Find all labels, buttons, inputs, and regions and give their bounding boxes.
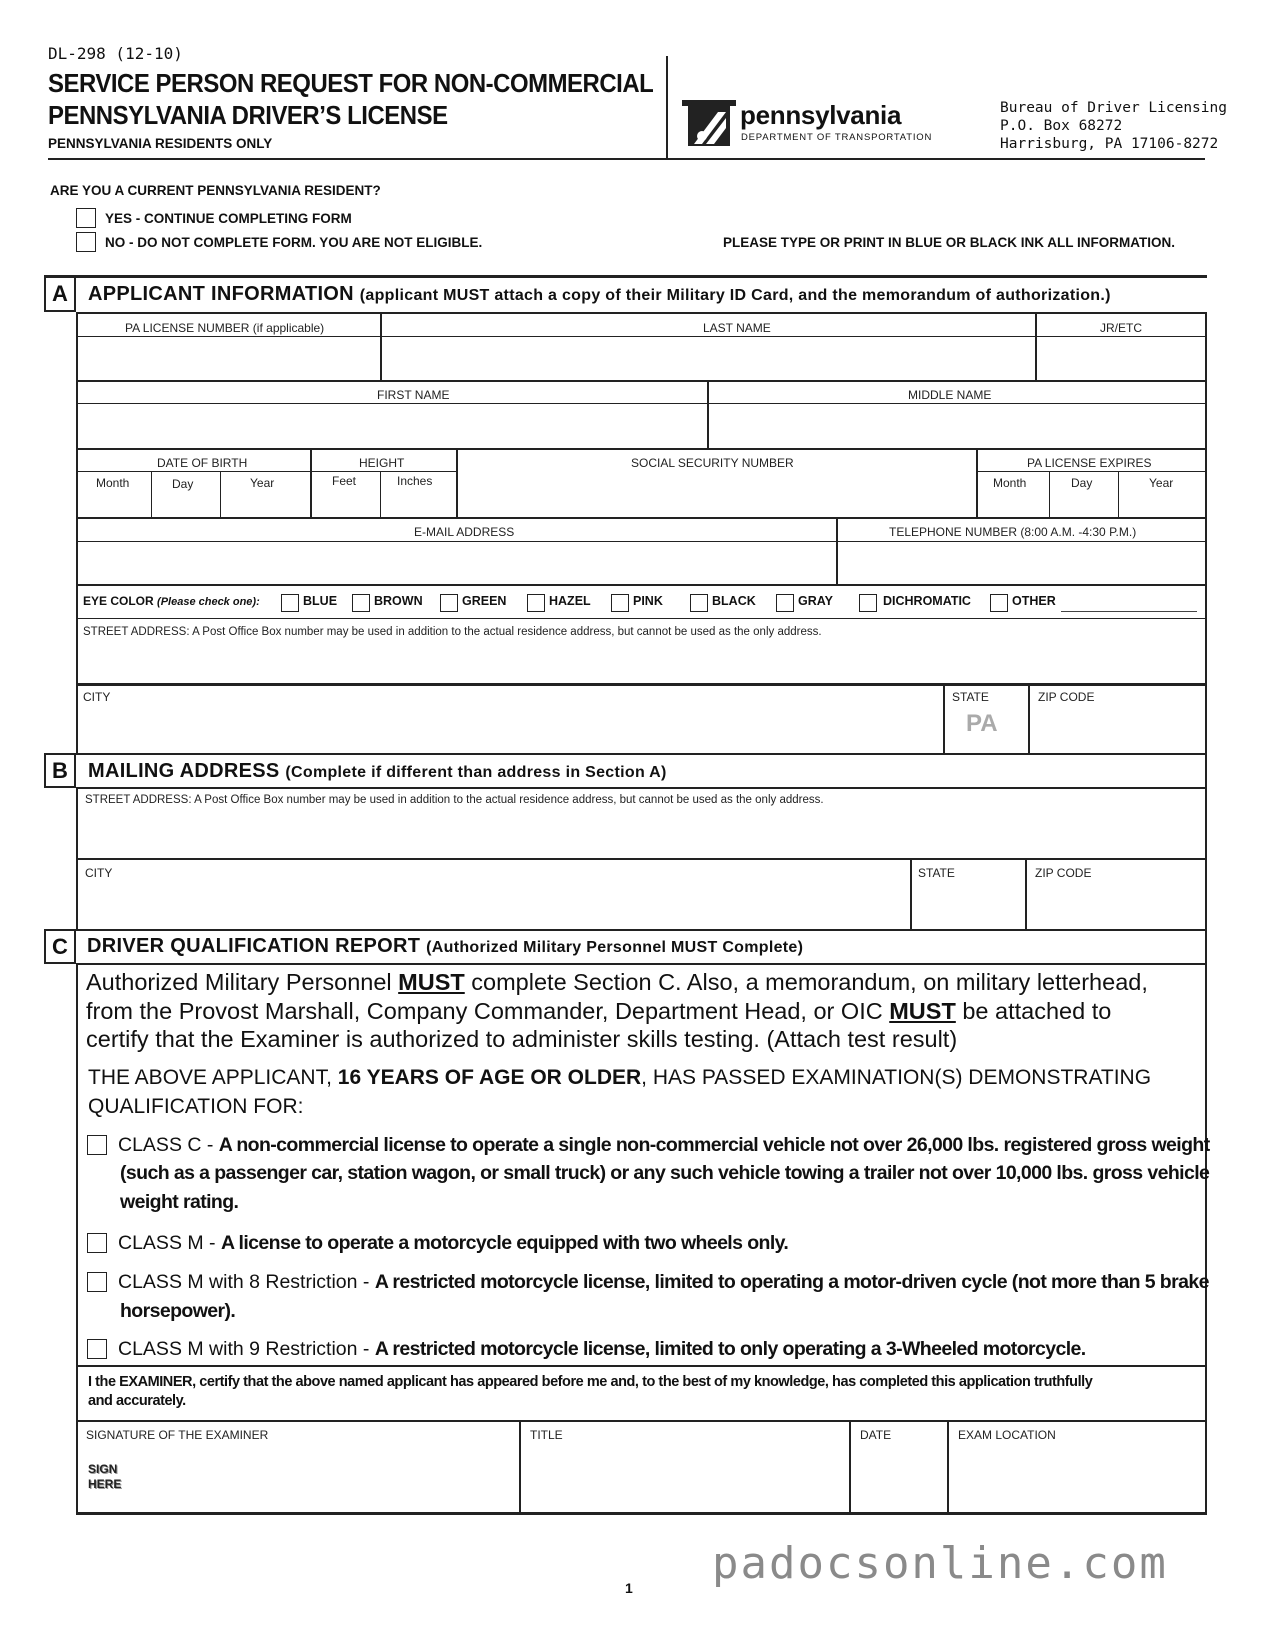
penndot-logo: [680, 98, 738, 150]
form-title-line2: PENNSYLVANIA DRIVER’S LICENSE: [48, 100, 448, 130]
date-label: DATE: [860, 1428, 892, 1442]
height-feet-label: Feet: [332, 474, 357, 488]
class-c-desc: A non-commercial license to operate a single non-commercial vehicle not over 26,000 lbs. registered gross weight: [218, 1134, 1210, 1156]
page-number: 1: [625, 1580, 633, 1596]
examiner-certification-line2: and accurately.: [88, 1393, 186, 1409]
section-a-title-text: APPLICANT INFORMATION: [88, 283, 354, 305]
section-b-title: [88, 760, 667, 783]
mailing-city-input[interactable]: [78, 882, 908, 927]
ssn-label: SOCIAL SECURITY NUMBER: [631, 456, 794, 470]
grid-rule: [76, 963, 78, 1513]
sign-here-marker: [88, 1462, 121, 1492]
statement-bold: 16 YEARS OF AGE OR OLDER: [337, 1066, 642, 1089]
examiner-certification-line1: I the EXAMINER, certify that the above named applicant has appeared before me and, to the best of my knowledge, has completed this application truthfully: [88, 1374, 1093, 1390]
eye-hazel-checkbox[interactable]: [527, 594, 545, 612]
dob-year-label: Year: [250, 476, 275, 490]
expires-year-label: Year: [1149, 476, 1174, 490]
class-m8-checkbox[interactable]: [87, 1272, 107, 1292]
city-label: CITY: [83, 690, 111, 704]
first-name-label: FIRST NAME: [377, 388, 450, 402]
expires-month-label: Month: [993, 476, 1027, 490]
telephone-label: TELEPHONE NUMBER (8:00 A.M. -4:30 P.M.): [889, 525, 1137, 539]
form-subtitle: PENNSYLVANIA RESIDENTS ONLY: [48, 136, 273, 151]
grid-rule: [220, 471, 221, 517]
eye-other-input[interactable]: [1061, 595, 1197, 612]
intro-text: complete Section C. Also, a memorandum, on military letterhead,: [464, 969, 1148, 995]
city-input[interactable]: [78, 706, 941, 751]
section-c-intro-line3: certify that the Examiner is authorized to administer skills testing. (Attach test result): [86, 1026, 958, 1052]
eye-color-note: (Please check one):: [157, 596, 260, 608]
height-label: HEIGHT: [359, 456, 405, 470]
logo-department: DEPARTMENT OF TRANSPORTATION: [741, 132, 933, 143]
height-feet-input[interactable]: [312, 490, 379, 516]
mailing-state-input[interactable]: [912, 882, 1023, 927]
license-expires-label: PA LICENSE EXPIRES: [1027, 456, 1152, 470]
intro-text: from the Provost Marshall, Company Commander, Department Head, or OIC: [86, 998, 890, 1024]
residency-yes-checkbox[interactable]: [76, 208, 96, 228]
dob-month-label: Month: [96, 476, 130, 490]
grid-rule: [151, 471, 152, 517]
zip-label: ZIP CODE: [1038, 690, 1095, 704]
form-number: DL-298 (12-10): [48, 44, 183, 63]
class-m8-line1: [118, 1271, 1209, 1294]
pa-license-number-input[interactable]: [78, 338, 378, 378]
eye-blue-checkbox[interactable]: [281, 594, 299, 612]
mailing-street-address-label: STREET ADDRESS: A Post Office Box number may be used in addition to the actual residence address, but cannot be used as the only address.: [85, 794, 824, 806]
section-a-right-border: [1205, 312, 1207, 753]
middle-name-label: MIDDLE NAME: [908, 388, 992, 402]
grid-rule: [76, 584, 1207, 586]
first-name-input[interactable]: [78, 405, 705, 447]
ssn-input[interactable]: [458, 473, 975, 516]
zip-input[interactable]: [1030, 706, 1203, 751]
section-a-left-border: [76, 312, 78, 753]
class-m8-name: CLASS M with 8 Restriction -: [118, 1271, 375, 1293]
section-a-top-rule: [44, 275, 1207, 278]
eye-color-label-text: EYE COLOR: [83, 594, 154, 608]
eye-blue-label: BLUE: [303, 594, 338, 608]
grid-rule: [1205, 753, 1207, 929]
grid-rule: [76, 1365, 1207, 1367]
statement-text: THE ABOVE APPLICANT,: [88, 1066, 338, 1089]
bureau-address-line3: Harrisburg, PA 17106-8272: [1000, 136, 1219, 152]
section-c-letter: C: [44, 929, 76, 964]
class-m-name: CLASS M -: [118, 1232, 221, 1254]
grid-rule: [76, 787, 1207, 789]
residency-yes-label: YES - CONTINUE COMPLETING FORM: [105, 211, 352, 226]
expires-month-input[interactable]: [978, 490, 1048, 516]
grid-rule: [76, 517, 1207, 519]
class-m-checkbox[interactable]: [87, 1233, 107, 1253]
intro-text: Authorized Military Personnel: [86, 969, 399, 995]
telephone-input[interactable]: [838, 543, 1203, 583]
date-of-birth-label: DATE OF BIRTH: [157, 456, 248, 470]
intro-text: be attached to: [955, 998, 1112, 1024]
bureau-address-line2: P.O. Box 68272: [1000, 118, 1123, 134]
expires-year-input[interactable]: [1120, 490, 1204, 516]
class-c-desc: (such as a passenger car, station wagon, or small truck) or any such vehicle towing a trailer not over 10,000 lbs. gross vehicle: [120, 1162, 1210, 1184]
eye-gray-label: GRAY: [798, 594, 833, 608]
grid-rule: [76, 471, 310, 472]
dob-day-label: Day: [172, 477, 194, 491]
form-title-line1: SERVICE PERSON REQUEST FOR NON-COMMERCIAL: [48, 68, 654, 98]
eye-green-checkbox[interactable]: [440, 594, 458, 612]
bureau-address-line1: Bureau of Driver Licensing: [1000, 100, 1227, 116]
mailing-street-address-input[interactable]: [78, 810, 1203, 857]
eye-pink-checkbox[interactable]: [611, 594, 629, 612]
grid-rule: [310, 471, 458, 472]
mailing-zip-label: ZIP CODE: [1035, 866, 1092, 880]
street-address-label: STREET ADDRESS: A Post Office Box number may be used in addition to the actual residence address, but cannot be used as the only address.: [83, 626, 822, 638]
keystone-icon: [680, 98, 738, 150]
header-divider: [666, 56, 668, 160]
class-m8-desc: A restricted motorcycle license, limited to operating a motor-driven cycle (not more than 5 brake: [374, 1271, 1209, 1293]
eye-dichromatic-label: DICHROMATIC: [883, 594, 971, 608]
grid-rule: [76, 1420, 1207, 1422]
class-m9-name: CLASS M with 9 Restriction -: [118, 1338, 375, 1360]
mailing-city-label: CITY: [85, 866, 113, 880]
grid-rule: [76, 683, 1207, 686]
eye-brown-label: BROWN: [374, 594, 423, 608]
section-a-title-note: (applicant MUST attach a copy of their Military ID Card, and the memorandum of authorization.): [359, 287, 1111, 304]
class-m9-desc: A restricted motorcycle license, limited to only operating a 3-Wheeled motorcycle.: [374, 1338, 1086, 1360]
section-c-title-note: (Authorized Military Personnel MUST Complete): [426, 939, 804, 956]
exam-location-label: EXAM LOCATION: [958, 1428, 1056, 1442]
intro-must: MUST: [398, 969, 465, 995]
height-inches-input[interactable]: [382, 490, 455, 516]
grid-rule: [1205, 929, 1207, 1513]
grid-rule: [76, 448, 1207, 450]
class-m-line: [118, 1232, 788, 1255]
eye-hazel-label: HAZEL: [549, 594, 591, 608]
jr-etc-input[interactable]: [1037, 338, 1203, 378]
statement-text: , HAS PASSED EXAMINATION(S) DEMONSTRATING: [641, 1066, 1152, 1089]
section-c-title-text: DRIVER QUALIFICATION REPORT: [87, 935, 421, 957]
applicant-statement-line1: [88, 1066, 1151, 1090]
class-c-line1: [118, 1134, 1210, 1157]
signature-input[interactable]: [130, 1446, 515, 1510]
section-b-title-text: MAILING ADDRESS: [88, 760, 280, 782]
grid-rule: [76, 858, 1207, 860]
section-b-title-note: (Complete if different than address in Section A): [285, 764, 667, 781]
grid-rule: [44, 753, 1207, 755]
grid-rule: [1118, 471, 1119, 517]
residency-question: ARE YOU A CURRENT PENNSYLVANIA RESIDENT?: [50, 183, 381, 198]
ink-instruction: PLEASE TYPE OR PRINT IN BLUE OR BLACK INK ALL INFORMATION.: [723, 235, 1176, 250]
logo-name: pennsylvania: [740, 100, 902, 130]
class-m9-line: [118, 1338, 1086, 1361]
eye-black-label: BLACK: [712, 594, 756, 608]
expires-day-label: Day: [1071, 476, 1093, 490]
watermark: padocsonline.com: [712, 1538, 1168, 1589]
grid-rule: [76, 1512, 1207, 1515]
pa-license-number-label: PA LICENSE NUMBER (if applicable): [125, 321, 325, 335]
grid-rule: [44, 929, 1207, 931]
header-rule: [48, 158, 1205, 160]
class-c-line3: [120, 1191, 238, 1214]
grid-rule: [76, 541, 1207, 542]
residency-no-label: NO - DO NOT COMPLETE FORM. YOU ARE NOT ELIGIBLE.: [105, 235, 483, 250]
exam-location-input[interactable]: [949, 1446, 1203, 1510]
last-name-input[interactable]: [382, 338, 1033, 378]
section-c-intro-line1: [86, 969, 1148, 996]
date-input[interactable]: [851, 1446, 945, 1510]
section-a-letter: A: [44, 276, 76, 312]
eye-dichromatic-checkbox[interactable]: [859, 594, 877, 612]
grid-rule: [380, 471, 381, 517]
grid-rule: [76, 380, 1207, 382]
residency-no-checkbox[interactable]: [76, 232, 96, 252]
street-address-input[interactable]: [78, 642, 1203, 682]
grid-rule: [976, 471, 1207, 472]
section-c-intro-line2: [86, 998, 1111, 1025]
eye-brown-checkbox[interactable]: [352, 594, 370, 612]
jr-etc-label: JR/ETC: [1100, 321, 1142, 335]
dob-year-input[interactable]: [222, 490, 309, 516]
height-inches-label: Inches: [397, 474, 433, 488]
class-c-name: CLASS C -: [118, 1134, 219, 1156]
section-b-letter: B: [44, 753, 76, 788]
class-c-line2: [120, 1162, 1209, 1185]
grid-rule: [1049, 471, 1050, 517]
class-m8-desc: horsepower).: [120, 1300, 236, 1322]
grid-rule: [943, 683, 945, 753]
title-label: TITLE: [530, 1428, 563, 1442]
class-m-desc: A license to operate a motorcycle equipped with two wheels only.: [220, 1232, 789, 1254]
state-value: PA: [966, 710, 998, 737]
sign-here-text: HERE: [88, 1477, 122, 1491]
applicant-statement-line2: QUALIFICATION FOR:: [88, 1095, 304, 1118]
eye-other-checkbox[interactable]: [990, 594, 1008, 612]
class-c-desc: weight rating.: [120, 1191, 239, 1213]
last-name-label: LAST NAME: [703, 321, 771, 335]
grid-rule: [76, 618, 1207, 619]
title-input[interactable]: [521, 1446, 847, 1510]
eye-pink-label: PINK: [633, 594, 663, 608]
eye-black-checkbox[interactable]: [690, 594, 708, 612]
expires-day-input[interactable]: [1051, 490, 1117, 516]
mailing-zip-input[interactable]: [1027, 882, 1203, 927]
middle-name-input[interactable]: [709, 405, 1203, 447]
grid-rule: [76, 336, 1207, 337]
email-input[interactable]: [78, 543, 834, 583]
dob-day-input[interactable]: [153, 490, 219, 516]
section-c-title: [87, 935, 803, 958]
eye-other-label: OTHER: [1012, 594, 1056, 608]
intro-must: MUST: [889, 998, 956, 1024]
grid-rule: [76, 403, 1207, 404]
grid-rule: [76, 963, 1207, 965]
class-c-checkbox[interactable]: [87, 1135, 107, 1155]
dob-month-input[interactable]: [78, 490, 150, 516]
email-label: E-MAIL ADDRESS: [414, 525, 515, 539]
section-a-title: [88, 283, 1111, 306]
state-label: STATE: [952, 690, 989, 704]
signature-label: SIGNATURE OF THE EXAMINER: [86, 1428, 269, 1442]
eye-color-label: [83, 594, 260, 608]
eye-gray-checkbox[interactable]: [776, 594, 794, 612]
eye-green-label: GREEN: [462, 594, 507, 608]
sign-here-text: SIGN: [88, 1462, 118, 1476]
class-m8-line2: [120, 1300, 235, 1323]
mailing-state-label: STATE: [918, 866, 955, 880]
grid-rule: [76, 312, 1207, 314]
class-m9-checkbox[interactable]: [87, 1339, 107, 1359]
